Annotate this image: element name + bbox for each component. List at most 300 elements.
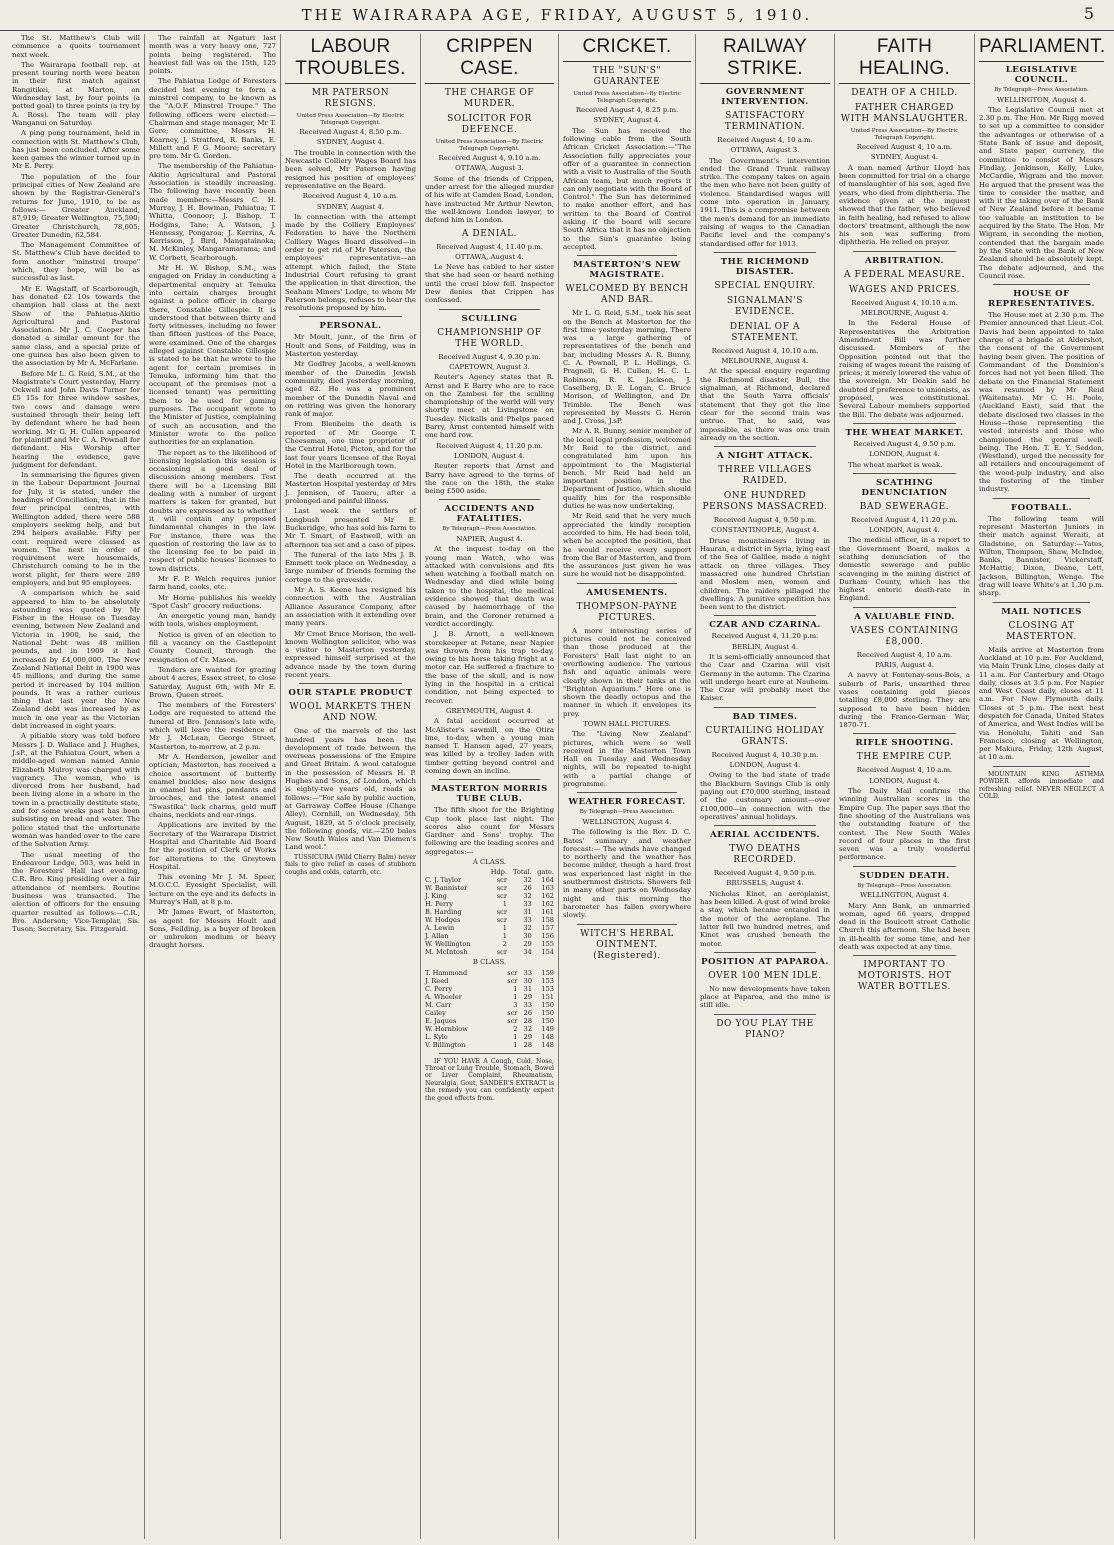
- column-3: [280, 34, 420, 1539]
- news-paragraph: The usual meeting of the Endeavour Lodge, 503, was held in the Foresters' Hall last evening, C.R. Bro. King presiding over a fair attendance of members. Routine business was transacted. The election of officers for the ensuing quarter resulted as follows:—C.R., Bro. Anderson; Vice-Templar, Sis. Tuson; Secretary, Sis. Fitzgerald.: [12, 850, 140, 934]
- table-cell: 161: [541, 908, 554, 917]
- section-heading-personal: PERSONAL.: [319, 321, 382, 332]
- table-cell: 1: [513, 1040, 518, 1049]
- table-cell: 29: [523, 1032, 533, 1041]
- news-paragraph: Tenders are wanted for grazing about 4 acres, Essex street, to close Saturday, August 6th, with Mr E. Brown, Queen street.: [149, 665, 276, 699]
- news-paragraph: A man named Arthur Lloyd has been committed for trial on a charge of manslaughter of his son, aged five years, who died from diphtheria. The evidence given at the inquest showed that the father, who believed in faith healing, had refused to allow doctors' treatment, although the new his son was suffering from diphtheria. He relied on prayer.: [839, 163, 970, 247]
- section-heading-mail-notices: MAIL NOTICES: [1001, 606, 1082, 617]
- received-line: Received August 4, 10 a.m.: [856, 650, 953, 659]
- news-paragraph: Mr James Ewart, of Masterton, as agent for Messrs Hoult and Sons, Feilding, is a buyer of broken or unbroken medium or heavy draught horses.: [149, 908, 276, 950]
- divider: [439, 499, 540, 500]
- subheading: THOMPSON-PAYNE PICTURES.: [576, 601, 678, 623]
- dateline: LONDON, August 4.: [869, 526, 940, 535]
- dateline: WELLINGTON, August 4.: [996, 95, 1087, 104]
- table-cell: 26: [523, 884, 532, 893]
- divider: [714, 825, 816, 826]
- news-paragraph: Mr Horne publishes his weekly "Spot Cash" grocery reductions.: [149, 593, 276, 610]
- advertisement: IF YOU HAVE A Cough, Cold, Nose, Throat or Lung Trouble, Stomach, Bowel or Liver Complaint, Rheumatism, Neuralgia, Gout, SANDER'S EXTRACT is the remedy you can confidently expect the good effects from.: [425, 1057, 554, 1102]
- news-paragraph: Mr Moult, junr., of the firm of Hoult and Sons, of Feilding, was in Masterton yesterday.: [285, 333, 416, 359]
- column-4: [420, 34, 558, 1539]
- divider: [577, 924, 677, 925]
- divider: [714, 952, 816, 953]
- table-cell: 153: [541, 976, 554, 985]
- table-row: [425, 977, 554, 985]
- table-row: [425, 985, 554, 993]
- subheading: WELCOMED BY BENCH AND BAR.: [565, 284, 689, 306]
- subheading: THE EMPIRE CUP.: [856, 752, 953, 763]
- table-cell: 33: [523, 968, 533, 977]
- table-row: [425, 1025, 554, 1033]
- subheading: A DENIAL.: [461, 228, 518, 239]
- table-cell: 3: [513, 1000, 518, 1009]
- news-paragraph: An energetic young man, handy with tools, wishes employment.: [149, 612, 276, 629]
- news-paragraph: Mr Croot Bruce Morison, the well-known Wellington solicitor, who was a visitor to Masterton yesterday, expressed himself surprised at the advance made by the town during recent years.: [285, 629, 416, 679]
- news-paragraph: The Wairarapa football rep. at present touring north were beaten in their first match against Rangitikei, at Marton, on Wednesday last, by four points (a potted goal) to three points (a try by A. Ross). The team will play Wanganui on Saturday.: [12, 60, 140, 127]
- news-paragraph: Applications are invited by the Secretary of the Wairarapa District Hospital and Charitable Aid Board for the position of Clerk of Works for alterations to the Greytown Hospital.: [149, 821, 276, 871]
- dateline: BERLIN, August 4.: [732, 642, 798, 651]
- dateline: LONDON, August 4.: [454, 451, 525, 460]
- class-heading: B CLASS.: [472, 958, 507, 967]
- subheading: FATHER CHARGED WITH MANSLAUGHTER.: [840, 103, 969, 124]
- received-line: Received August 4, 9.50 p.m.: [713, 869, 817, 878]
- divider: [993, 284, 1090, 285]
- dateline: PARIS, August 4.: [874, 661, 935, 670]
- subheading: CURTAILING HOLIDAY GRANTS.: [705, 725, 825, 747]
- class-heading: A CLASS.: [472, 858, 507, 867]
- table-cell: J. Reed: [425, 976, 449, 985]
- table-cell: 1: [513, 992, 518, 1001]
- subheading: SATISFACTORY TERMINATION.: [724, 111, 806, 132]
- received-line: Received August 4, 11.20 p.m.: [711, 632, 819, 641]
- received-line: Received August 4, 11.40 p.m.: [436, 242, 543, 251]
- wire-credit: United Press Association—By Electric Telegraph Copyright.: [573, 91, 681, 104]
- news-paragraph: A comparison which he said appeared to him to be absolutely astounding was quoted by Mr Fisher in the House on Tuesday evening, between New Zealand and Victoria in 1900, he said, the National Debt was 48 million pounds, and in 1909 it had increased by £4,000,000. The New Zealand National Debt in 1900 was 45 millions, and during the same period it increased by 104 million pounds. It was a rather curious thing that last year the New Zealand debt was increased by as much in one year as the Victorian debt increased in eight years.: [12, 589, 140, 731]
- news-paragraph: At the inquest to-day on the young man Watch, who was attacked with convulsions and fits when watching a football match on Wednesday and died while being taken to the hospital, the medical evidence showed that death was caused by haemorrhage of the brain, and the Coroner returned a verdict accordingly.: [425, 545, 554, 628]
- news-paragraph: The funeral of the late Mrs J. B. Emmett took place on Wednesday, a large number of friends forming the cortege to the graveside.: [285, 550, 416, 584]
- table-cell: 153: [541, 984, 554, 993]
- subheading: THE "SUN'S" GUARANTEE: [592, 66, 662, 87]
- dateline: NAPIER, August 4.: [456, 534, 523, 543]
- table-cell: 28: [523, 1016, 533, 1025]
- advertisement: DO YOU PLAY THE PIANO?: [716, 1018, 814, 1040]
- news-paragraph: The Pahiatua Lodge of Foresters decided last evening to form a minstrel company, to be known as the "A.O.F. Minstrel Troupe." The following officers were elected:—Chairman and stage manager, Mr T. Gore; committee, Messrs H. Kearney, J. Stratford, R. Banks, E. Millett and F. G. Moore; secretary pro tem. Mr G. Gordon.: [149, 77, 276, 161]
- masthead-title: THE WAIRARAPA AGE, FRIDAY, AUGUST 5, 1910.: [301, 6, 813, 24]
- received-line: Received August 4, 8.50 p.m.: [299, 128, 402, 137]
- divider: [577, 583, 677, 584]
- table-cell: 1: [502, 900, 507, 909]
- section-heading-staple-product: OUR STAPLE PRODUCT: [288, 688, 413, 699]
- page-number: 5: [1083, 4, 1094, 23]
- news-paragraph: The report as to the likelihood of licensing legislation this session is occasioning a good deal of discussion among members. Test there will be a Licensing Bill dealing with a number of urgent matters is taken for granted, but doubts are expressed as to whether it will contain any proposed fundamental changes in the law. For instance, there was the question of restoring the law as to the licensing fee to be paid in respect of public houses' licenses to town districts.: [149, 448, 276, 573]
- table-cell: J. Allan: [425, 932, 449, 941]
- news-paragraph: A navvy at Fontenay-sous-Bois, a suburb of Paris, unearthed three vases containing gold pieces totalling £8,000 sterling. They are supposed to have been hidden during the Franco-German War, 1870-71.: [839, 671, 970, 730]
- table-row: [425, 892, 554, 900]
- headline-labour-troubles: LABOUR TROUBLES.: [285, 36, 416, 84]
- table-cell: 148: [541, 1032, 554, 1041]
- divider: [853, 251, 956, 252]
- table-row: [425, 969, 554, 977]
- news-paragraph: A more interesting series of pictures could not be conceived than those produced at the Foresters' Hall last night to an overflowing audience. The various fish and aquatic animals were clearly shown in their tanks at the "Brighton Aquarium." Here one is shown the deadly octopus and the manner in which it envelopes its prey.: [563, 626, 691, 718]
- section-heading-rifle-shooting: RIFLE SHOOTING.: [855, 738, 954, 749]
- table-cell: E. Jaques: [425, 1016, 457, 1025]
- table-cell: 156: [541, 932, 554, 941]
- news-paragraph: Mr Godfrey Jacobs, a well-known member of the Dunedin Jewish community, died yesterday morning, aged 82. He was a prominent member of the Dunedin Naval and on retiring was given the honorary rank of major.: [285, 360, 416, 419]
- section-heading-sudden-death: SUDDEN DEATH.: [859, 870, 950, 881]
- news-paragraph: The House met at 2.30 p.m. The Premier announced that Lieut.-Col. Davis had been appointed to take charge of a brigade at Aldershot, the consent of the Government having been given. The position of Commandant of the Dominion's forces had not yet been filled. The debate on the Financial Statement was resumed by Mr Reid (Waitemata). Mr C. H. Poole, (Auckland East), said that the debate disclosed two classes in the House—those representing the vested interests and those who championed the general well-being. The Hon. T. E. Y. Seddon, (Westland), urged the necessity for all retailers and encouragement of the wood-pulp industry, and also the fostering of the timber industry.: [979, 311, 1104, 494]
- news-paragraph: From Blenheim the death is reported of Mr George T. Cheeseman, one time proprietor of the Central Hotel, Picton, and for the last four years licensee of the Royal Hotel in the Marlborough town.: [285, 420, 416, 470]
- table-row: [425, 940, 554, 948]
- section-heading-czar: CZAR AND CZARINA.: [709, 620, 821, 631]
- wire-credit: United Press Association—By Electric Telegraph Copyright.: [296, 113, 405, 126]
- wire-credit: By Telegraph—Press Association.: [994, 87, 1089, 93]
- table-cell: 157: [541, 924, 554, 933]
- received-line: Received August 4, 8.25 p.m.: [575, 106, 679, 115]
- section-heading-night-attack: A NIGHT ATTACK.: [716, 451, 814, 462]
- headline-crippen-case: CRIPPEN CASE.: [425, 36, 554, 84]
- section-heading-valuable-find: A VALUABLE FIND.: [854, 611, 955, 622]
- table-header: Hdp.: [490, 868, 507, 877]
- news-paragraph: Mr L. G. Reid, S.M., took his seat on the Bench at Masterton for the first time yesterday morning. There was a large gathering of representatives of the bench and bar, including Messrs A. R. Bunny, C. A. Pownall, P. L. Hollings, G. Pragnell, G. H. Cullen, H. C. L. Robinson, R. K. Jackson, J. Caselberg, D. E. Logan, C. Bruce Morison, of Wellington, and Dr. Trimble. The Bench was represented by Messrs G. Heron and J. Cross, J.sP.: [563, 309, 691, 426]
- news-paragraph: Mr F. P. Welch requires junior farm hand, cooks, etc.: [149, 575, 276, 592]
- table-cell: 159: [541, 968, 554, 977]
- news-paragraph: The rainfall at Ngaturi last month was a very heavy one, 727 points being registered. The heaviest fall was on the 15th, 125 points.: [149, 34, 276, 76]
- table-cell: 155: [541, 940, 554, 949]
- table-cell: 33: [523, 900, 532, 909]
- news-paragraph: Before Mr L. G. Reid, S.M., at the Magistrate's Court yesterday, Harry Ockwell and John Davis Turner for £5 15s for three window sashes, two cows and damage were sustained through their being left by defendant where he had been working. Mr G. H. Cullen appeared for plaintiff and Mr C. A. Pownall for defendant. His Worship after hearing the evidence, gave judgment for defendant.: [12, 369, 140, 469]
- subheading: SIGNALMAN'S EVIDENCE.: [726, 295, 804, 317]
- table-cell: 150: [541, 1008, 554, 1017]
- dateline: MELBOURNE, August 4.: [860, 309, 949, 318]
- table-cell: B. Harding: [425, 908, 462, 917]
- table-cell: 32: [523, 924, 532, 933]
- received-line: Received August 4, 10.30 p.m.: [711, 750, 819, 759]
- table-cell: 149: [541, 1024, 554, 1033]
- subheading: ONE HUNDRED PERSONS MASSACRED.: [702, 491, 828, 513]
- table-cell: M. McIntosh: [425, 948, 468, 957]
- table-cell: J. King: [425, 892, 447, 901]
- subheading: OVER 100 MEN IDLE.: [708, 970, 822, 981]
- table-cell: 164: [541, 876, 554, 885]
- divider: [714, 446, 816, 447]
- table-row: [425, 908, 554, 916]
- table-row: [425, 1009, 554, 1017]
- divider: [577, 255, 677, 256]
- news-paragraph: Mr E. Wagstaff, of Scarborough, has donated £2 10s towards the champion ball class at the next Show of the Pahiatua-Akitio Agricultural and Pastoral Association. Mr J. C. Cooper has donated a similar amount for the same class, and a special prize of one guinea has also been given to the association by Mr A. McFarlane.: [12, 284, 140, 368]
- table-cell: 1: [502, 924, 507, 933]
- subheading: BAD SEWERAGE.: [859, 501, 950, 512]
- table-cell: Cailey: [425, 1008, 446, 1017]
- news-paragraph: The Sun has received the following cable from the South African Cricket Association:—"The Association fully appreciates your offer of a guarantee in connection with a visit to Australia of the South African team, but much regrets it can only negotiate with the Board of Control." The Sun has determined to make another effort, and has written to the Board of Control asking if the board will secure South Africa that it has no objection to the Sun's guarantee being accepted.: [563, 126, 691, 251]
- subheading: GOVERNMENT INTERVENTION.: [721, 87, 809, 107]
- news-paragraph: Reuter reports that Arnst and Barry have agreed to the terms of the race on the 18th, the stake being £500 aside.: [425, 462, 554, 496]
- column-7: [834, 34, 974, 1539]
- table-cell: scr: [496, 892, 507, 901]
- divider: [439, 309, 540, 310]
- subheading: WOOL MARKETS THEN AND NOW.: [289, 702, 412, 724]
- news-paragraph: The following team will represent Masterton Juniors in their match against Weraiti, at Gladstone, on Saturday:—Yates, Wilton, Thompson, Shaw, McIndoe, Banks, Bannister, Vickerstaff, McHattie, Dixon, Deane, Lett, Jackson, Billington, Wenge. The drag will leave White's at 1.30 p.m. sharp.: [979, 514, 1104, 598]
- table-cell: scr: [507, 968, 518, 977]
- table-cell: 32: [523, 892, 532, 901]
- news-paragraph: The following is the Rev. D. C. Bates' summary and weather forecast:— The winds have changed to northerly and the weather has become milder, though a hard frost was experienced last night in the southernmost districts. Showers fell in many other parts on Wednesday night and this morning the barometer has fallen everywhere slowly.: [563, 828, 691, 920]
- table-cell: 150: [541, 1016, 554, 1025]
- column-8: [974, 34, 1108, 1539]
- dateline: LONDON, August 4.: [869, 776, 940, 785]
- subheading: CLOSING AT MASTERTON.: [1006, 620, 1077, 642]
- table-cell: A. Lewin: [425, 924, 455, 933]
- section-heading-arbitration: ARBITRATION.: [864, 255, 945, 266]
- divider: [299, 316, 402, 317]
- table-cell: scr: [496, 908, 507, 917]
- column-1: [8, 34, 144, 1539]
- table-header: gate.: [537, 868, 554, 877]
- news-paragraph: Mr Reid said that he very much appreciated the kindly reception accorded to him. He had been told, when he accepted the position, that he would receive every support from the Bar of Masterton, and from the assurances just given he was sure he would not be disappointed.: [563, 512, 691, 579]
- news-paragraph: Reuter's Agency states that R. Arnst and E Barry who are to race on the Zambesi for the sculling championship of the world will very shortly meet at Livingstone on Tuesday. Nickalls and Phelps paced Barry, Arnst contented himself with one hard row.: [425, 373, 554, 440]
- subheading: A FEDERAL MEASURE.: [843, 269, 966, 280]
- table-cell: 33: [523, 916, 532, 925]
- table-cell: scr: [496, 884, 507, 893]
- divider: [299, 683, 402, 684]
- subheading: SPECIAL ENQUIRY.: [714, 280, 816, 291]
- column-2: [144, 34, 280, 1539]
- news-paragraph: The membership of the Pahiatua-Akitio Agricultural and Pastoral Association is steadily increasing. The following have recently been made members:—Messrs C. H. Murray, J. H. Bowman, Pahiatua; T. Whitta, Coonoor; J. Bishop, T. Hodgins, Tane; A. Watson, J. Hennessy, Pongaroa; J. Kerrins, A. Kerrisson, J. Bird, Mangatainoka; M. McKinley, Mangaramarama; and W. Corbett, Scarborough.: [149, 162, 276, 262]
- received-line: Received August 4, 11.20 p.m.: [851, 515, 958, 524]
- news-paragraph: Owing to the bad state of trade the Blackburn Savings Club is only paying out £70,000 sterling, instead of the customary amount—over £100,000—in connection with the operatives' annual holidays.: [700, 771, 830, 821]
- news-paragraph: Some of the friends of Crippen, under arrest for the alleged murder of his wife at Camden Road, London, have instructed Mr Arthur Newton, the well-known London lawyer, to defend him in London.: [425, 174, 554, 225]
- table-cell: 1: [502, 932, 507, 941]
- section-heading-paparoa: POSITION AT PAPAROA.: [701, 956, 829, 967]
- table-cell: C. J. Taylor: [425, 876, 462, 885]
- news-paragraph: The St. Matthew's Club will commence a quoits tournament next week.: [12, 34, 140, 59]
- received-line: Received August 4, 10 a.m.: [856, 143, 953, 152]
- table-row: [425, 1001, 554, 1009]
- dateline: SYDNEY, August 4.: [316, 202, 385, 211]
- section-heading-football: FOOTBALL.: [1011, 502, 1072, 513]
- divider: [993, 498, 1090, 499]
- table-cell: A. Wheeler: [425, 992, 462, 1001]
- table-cell: scr: [507, 976, 518, 985]
- table-cell: 1: [513, 1032, 518, 1041]
- news-paragraph: J. B. Arnott, a well-known storekeeper at Petane, near Napier was thrown from his trap to-day, owing to his horse taking fright at a motor car. He suffered a fracture to the base of the skull, and is now lying in the hospital in a critical condition, not being expected to recover.: [425, 630, 554, 705]
- table-cell: scr: [507, 1016, 518, 1025]
- divider: [714, 615, 816, 616]
- divider: [853, 866, 956, 867]
- table-cell: M. Carr: [425, 1000, 452, 1009]
- dateline: OTTAWA, August 3.: [455, 164, 524, 173]
- table-cell: 2: [502, 940, 507, 949]
- section-heading-amusements: AMUSEMENTS.: [586, 587, 668, 598]
- table-row: [425, 948, 554, 956]
- table-cell: 33: [523, 1000, 533, 1009]
- divider: [439, 779, 540, 780]
- wire-credit: United Press Association—By Electric Telegraph Copyright.: [435, 139, 544, 152]
- divider: [993, 602, 1090, 603]
- news-paragraph: One of the marvels of the last hundred years has been the development of trade between the overseas possessions of the Empire and Great Britain. A wool catalogue in the possession of Messrs H. P. Hughes and Sons, of London, which is eighty-two years old, reads as follows:—"For sale by public auction, at Garraway Coffee House (Change Alley), Cornhill, on Wednesday, 5th August, 1829, at 5 o'clock precisely, the following goods, viz.—250 bales New South Wales and Van Diemen's Land wool.": [285, 727, 416, 852]
- received-line: Received August 4, 10.10 a.m.: [851, 298, 958, 307]
- news-paragraph: In connection with the attempt made by the Colliery Employees' Federation to have the Northern Colliery Wages Board dissolved—in order to get rid of Mr Paterson, the employees' representative—an attempt which failed, the State Industrial Court refusing to grant the application in that direction, the Seaham Miners' Lodge, to whom Mr Paterson belongs, refuses to hear the resolutions proposed by him.: [285, 212, 416, 313]
- dateline: WELLINGTON, August 4.: [582, 817, 672, 826]
- wire-credit: By Telegraph—Press Association.: [857, 882, 952, 889]
- table-cell: scr: [507, 1008, 518, 1017]
- received-line: Received August 4, 9.50 p.m.: [713, 516, 817, 525]
- news-paragraph: The medical officer, in a report to the Government Board, makes a scathing denunciation of the domestic sewerage and public scavenging in the mining district of Durham County, which has the highest enteric death-rate in England.: [839, 536, 970, 603]
- news-paragraph: Mr A. R. Bunny, senior member of the local legal profession, welcomed Mr Reid to the district, and congratulated him upon his appointment to the Magisterial bench. Mr Reid had held an important position in the Department of Justice, which should qualify him for the responsible duties he was now undertaking.: [563, 427, 691, 511]
- divider: [853, 607, 956, 608]
- news-paragraph: At the special enquiry regarding the Richmond disaster, Bull, the signalman, at Richmond, declared that the South Yarra officials' statement that they got the line clear for the second train was untrue. That, he said, was impossible, as there was one train already on the section.: [700, 367, 830, 442]
- news-paragraph: A fatal accident occurred at McAlister's sawmill, on the Otira line, to-day, when a young man named T. Hansen aged, 27 years, was killed by a trolley laden with timber getting beyond control and coming down an incline.: [425, 717, 554, 775]
- news-paragraph: The death occurred at the Masterton Hospital yesterday of Mrs J. Jennison, of Taueru, after a prolonged and painful illness.: [285, 472, 416, 506]
- dateline: BRUSSELS, August 4.: [726, 879, 804, 888]
- table-cell: 30: [523, 932, 532, 941]
- divider: [439, 1053, 540, 1054]
- table-row: [425, 1041, 554, 1049]
- table-cell: 148: [541, 1040, 554, 1049]
- table-row: [425, 1017, 554, 1025]
- subheading: THE CHARGE OF MURDER.: [444, 88, 535, 109]
- table-cell: 32: [523, 1024, 533, 1033]
- news-paragraph: No new developments have taken place at Paparoa, and the mine is still idle.: [700, 984, 830, 1010]
- table-cell: scr: [496, 876, 507, 885]
- section-heading-wheat: THE WHEAT MARKET.: [845, 427, 964, 438]
- subheading: DENIAL OF A STATEMENT.: [729, 321, 801, 343]
- received-line: Received August 4, 9.30 p.m.: [438, 352, 541, 361]
- dateline: LONDON, August 4.: [869, 450, 940, 459]
- news-paragraph: Le Neve has cabled to her sister that she had seen or heard nothing until the cruel blow fell. Inspector Dew denies that Crippen has confessed.: [425, 263, 554, 305]
- table-cell: 30: [523, 976, 533, 985]
- received-line: Received August 4, 9.10 a.m.: [438, 154, 541, 163]
- dateline: SYDNEY, August 4.: [316, 138, 385, 147]
- table-cell: 162: [541, 892, 554, 901]
- divider: [993, 766, 1090, 767]
- received-line: Received August 4, 10.10 a.m.: [711, 346, 819, 355]
- received-line: Received August 4, 10 a.m.: [717, 136, 813, 144]
- news-paragraph: The "Living New Zealand" pictures, which were so well received in the Masterton Town Hall on Tuesday and Wednesday nights, will be repeated to-night with a partial change of programme.: [563, 730, 691, 789]
- news-paragraph: Mr H. W. Bishop, S.M., was engaged on Friday in conducting a departmental enquiry at Temuka into certain charges brought against a police officer in charge there, Constable Gillespie. It is understood that between thirty and forty witnesses, including no fewer than fifteen justices of the Peace, were examined. One of the charges alleged against Constable Gillespie is stated to be that he wrote to the agent for certain premises in Temuka, informing him that the occupant of the premises (not a licensed tenant) was permitting them to be used for gaming purposes. The occupant wrote to the Minister of Justice, complaining of such an accusation, and the Minister wrote to the police authorities for an explanation.: [149, 264, 276, 447]
- scores-table-b: [425, 969, 554, 1049]
- news-paragraph: A ping pong tournament, held in connection with St. Matthew's Club, has just been concluded. After some keen games the winner turned up in Mr E. Perry.: [12, 129, 140, 171]
- table-cell: L. Kyle: [425, 1032, 448, 1041]
- advertisement: MOUNTAIN KING ASTHMA POWDER affords immediate and refreshing relief. NEVER NEGLECT A COLD.: [979, 770, 1104, 800]
- subheading: TOWN HALL PICTURES.: [583, 720, 671, 728]
- table-cell: 1: [513, 984, 518, 993]
- received-line: Received August 4, 10 a.m.: [302, 192, 399, 201]
- news-paragraph: The fifth shoot for the Brighting Cup took place last night. The scores also count for Messrs Gardner and Sons' trophy. The following are the leading scores and aggregates:—: [425, 806, 554, 856]
- table-cell: 31: [523, 908, 532, 917]
- news-paragraph: Mr A. S. Keene has resigned his connection with the Australian Alliance Assurance Company, after an association with it extending over many years.: [285, 586, 416, 628]
- divider: [853, 423, 956, 424]
- subheading: SOLICITOR FOR DEFENCE.: [447, 114, 532, 135]
- headline-parliament: PARLIAMENT.: [979, 36, 1104, 62]
- table-cell: 162: [541, 900, 554, 909]
- dateline: CONSTANTINOPLE, August 4.: [711, 526, 819, 535]
- subheading: DEATH OF A CHILD.: [851, 88, 958, 98]
- section-heading-bad-times: BAD TIMES.: [732, 711, 798, 722]
- table-cell: 2: [513, 1024, 518, 1033]
- subheading: WAGES AND PRICES.: [848, 284, 961, 295]
- table-row: [425, 916, 554, 924]
- dateline: GREYMOUTH, August 4.: [445, 706, 534, 715]
- table-cell: scr: [496, 948, 507, 957]
- column-6: [695, 34, 834, 1539]
- dateline: OTTAWA, August 3.: [730, 146, 800, 155]
- table-cell: 154: [541, 948, 554, 957]
- news-paragraph: It is semi-officially announced that the Czar and Czarina will visit Germany in the autumn. The Czarina will undergo heart cure at Nauheim. The Czar will probably meet the Kaiser.: [700, 652, 830, 703]
- headline-railway-strike: RAILWAY STRIKE.: [700, 36, 830, 84]
- news-paragraph: The Government's intervention ended the Grand Trunk railway strike. The company takes on again the men who have not been guilty of violence. Standardised wages will come into operation in January, 1911. This is a compromise between the men's demand for an immediate raising of wages to the Canadian Pacific level and the company's standardised offer for 1913.: [700, 156, 830, 248]
- wire-credit: By Telegraph—Press Association.: [442, 526, 537, 533]
- section-heading-aerial: AERIAL ACCIDENTS.: [709, 830, 821, 841]
- table-row: [425, 884, 554, 892]
- subheading: LEGISLATIVE COUNCIL.: [1005, 65, 1078, 85]
- table-header: Total.: [513, 868, 532, 877]
- advertisement: IMPORTANT TO MOTORISTS. HOT WATER BOTTLES.: [857, 960, 952, 993]
- divider: [714, 707, 816, 708]
- headline-cricket: CRICKET.: [563, 36, 691, 62]
- divider: [853, 473, 956, 474]
- news-paragraph: A pitiable story was told before Messrs J. D. Wallace and J. Hughes, J.sP., at the Pahiatua Court, when a middle-aged woman named Annie Elizabeth Mulroy was charged with vagrancy. The woman, who is divorced from her husband, had been living alone in a whare in the town in a practically destitute state, and for some weeks past has been subsisting on bread and water. The police stated that the unfortunate woman was handed over to the care of the Salvation Army.: [12, 732, 140, 849]
- table-cell: T. Hammond: [425, 968, 468, 977]
- table-row: [425, 1033, 554, 1041]
- table-cell: W. Bannister: [425, 884, 468, 893]
- table-cell: 151: [541, 992, 554, 1001]
- table-cell: 31: [523, 984, 533, 993]
- table-row: [425, 932, 554, 940]
- wire-credit: United Press Association—By Electric Telegraph Copyright.: [850, 128, 959, 141]
- table-cell: 150: [541, 1000, 554, 1009]
- received-line: Received August 4, 9.50 p.m.: [853, 439, 956, 448]
- column-5: [558, 34, 695, 1539]
- table-row: [425, 993, 554, 1001]
- table-cell: V. Billington: [425, 1040, 466, 1049]
- table-cell: 158: [541, 916, 554, 925]
- news-paragraph: The members of the Foresters' Lodge are requested to attend the funeral of Bro. Jennison's late wife, which will leave the residence of Mr J. McLean, George Street, Masterton, to-morrow, at 2 p.m.: [149, 701, 276, 751]
- news-paragraph: Druse mountaineers living in Hauran, a district in Syria, lying east of the Sea of Galilee, made a night attack on three villages. They massacred one hundred Christian and Moslem men, women and children. The raiders pillaged the dwellings. A punitive expedition has been sent to the district.: [700, 536, 830, 612]
- table-cell: W. Hodges: [425, 916, 461, 925]
- received-line: Received August 4, 11.20 p.m.: [436, 441, 543, 450]
- wire-credit: By Telegraph—Press Association.: [579, 809, 675, 816]
- section-heading-sculling: SCULLING: [461, 313, 518, 324]
- news-paragraph: The Daily Mail confirms the winning Australian scores in the Empire Cup. The paper says that the fine shooting of the Australians was the outstanding feature of the contest. The New South Wales record of four places in the first seven was a truly wonderful performance.: [839, 787, 970, 862]
- table-cell: 26: [523, 1008, 533, 1017]
- dateline: OTTAWA, August 4.: [455, 252, 524, 261]
- section-heading-morris-tube: MASTERTON MORRIS TUBE CLUB.: [431, 784, 548, 805]
- subheading: THREE VILLAGES RAIDED.: [718, 465, 812, 487]
- news-paragraph: Mary Ann Bank, an unmarried woman, aged 66 years, dropped dead in the Boulcott street Catholic Church this afternoon. She had been in ill-health for some time, and her death was expected at any time.: [839, 901, 970, 952]
- subheading: MR PATERSON RESIGNS.: [311, 88, 390, 109]
- section-heading-richmond: THE RICHMOND DISASTER.: [720, 256, 810, 277]
- section-heading-new-magistrate: MASTERTON'S NEW MAGISTRATE.: [573, 260, 681, 281]
- headline-faith-healing: FAITH HEALING.: [839, 36, 970, 84]
- table-cell: scr: [496, 916, 507, 925]
- divider: [714, 252, 816, 253]
- table-header-row: [425, 868, 554, 876]
- advertisement: TUSSICURA (Wild Cherry Balm) never fails to give relief in cases of stubborn coughs and colds, catarrh, etc.: [285, 853, 416, 876]
- table-cell: 28: [523, 1040, 533, 1049]
- news-paragraph: The population of the four principal cities of New Zealand are shown by the Registrar-General's returns for June, 1910, to be as follows:— Greater Auckland, 87,919; Greater Wellington, 75,590; Greater Christchurch, 78,605; Greater Dunedin, 62,584.: [12, 172, 140, 239]
- table-row: [425, 900, 554, 908]
- scores-table-a: [425, 868, 554, 956]
- section-heading-denunciation: SCATHING DENUNCIATION: [861, 477, 948, 498]
- news-paragraph: Mails arrive at Masterton from Auckland at 10 p.m. For Auckland, via Main Trunk Line, closes daily at 11 a.m. For Canterbury and Otago daily, closes at 3.5 p.m. For Napier and West Coast daily, closes at 11 a.m. For New Plymouth daily. Closes at 5 p.m. The next best despatch for Canada, United States of America, and West Indies will be via Honolulu, Tahiti and San Francisco, closing at Wellington, per Makura, Friday, 12th August, at 10 a.m.: [979, 645, 1104, 762]
- advertisement: WITCH'S HERBAL OINTMENT. (Registered).: [580, 928, 674, 961]
- news-paragraph: Notice is given of an election to fill a vacancy on the Castlepoint County Council, through the resignation of Cr. Mason.: [149, 630, 276, 664]
- news-paragraph: Mr A. Henderson, jeweller and optician, Masterton, has received a choice assortment of butterfly enamel buckles; also new designs in enamel hat pins, pendants and brooches, and the latest enamel "Swastika" luck charms, gold muff chains, necklets and ear-rings.: [149, 752, 276, 820]
- divider: [853, 955, 956, 956]
- table-row: [425, 924, 554, 932]
- table-cell: 29: [523, 940, 532, 949]
- table-cell: W. Wellington: [425, 940, 471, 949]
- table-cell: W. Hornblow: [425, 1024, 468, 1033]
- dateline: CAPETOWN, August 3.: [449, 362, 530, 371]
